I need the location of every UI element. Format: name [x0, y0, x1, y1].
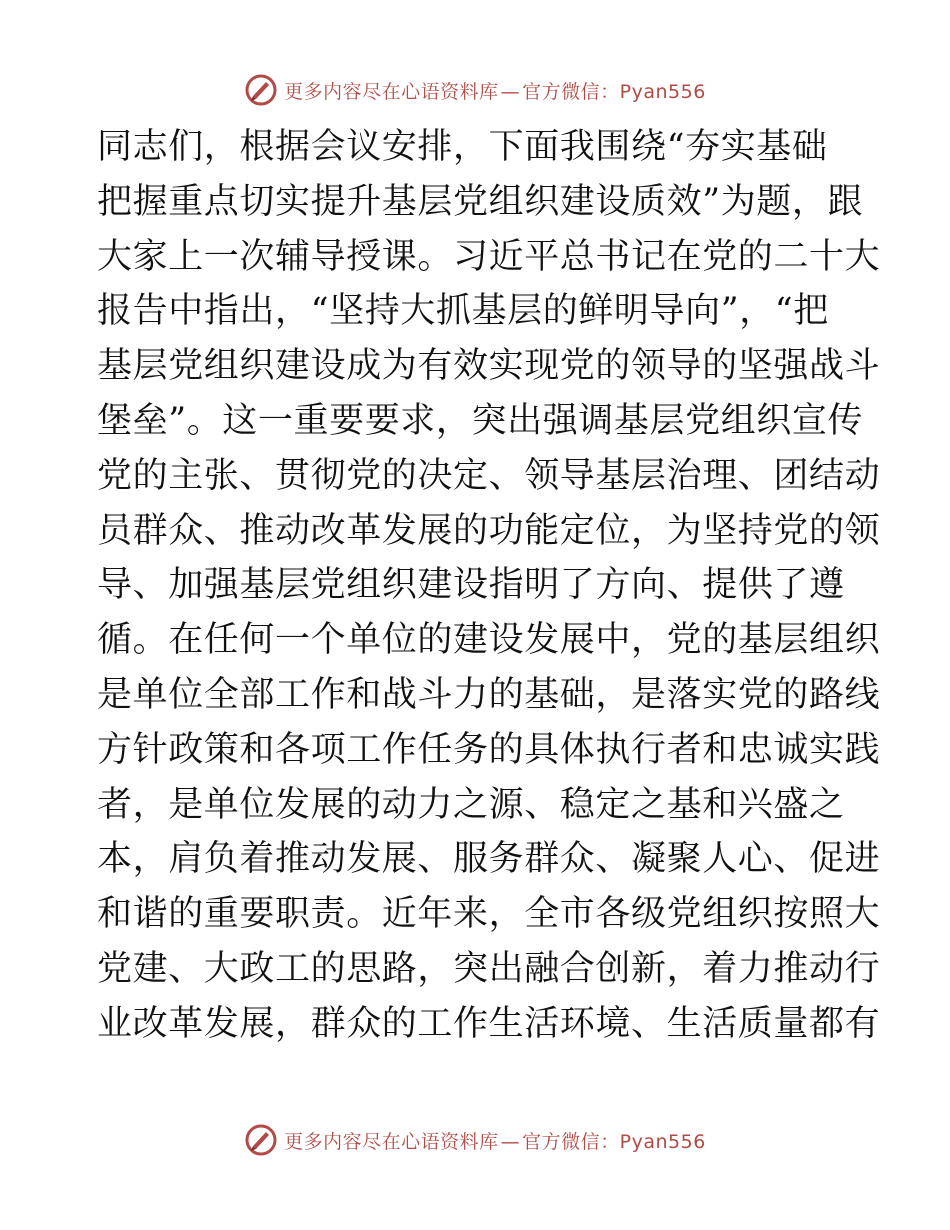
header-banner-main: 更多内容尽在心语资料库 [284, 80, 499, 103]
body-line: 导、加强基层党组织建设指明了方向、提供了遵 [97, 565, 845, 606]
body-line: 循。在任何一个单位的建设发展中，党的基层组织 [97, 620, 881, 661]
body-text [97, 120, 881, 1052]
body-line: 本，肩负着推动发展、服务群众、凝聚人心、促进 [97, 839, 881, 880]
header-banner-text [284, 77, 706, 104]
body-line: 方针政策和各项工作任务的具体执行者和忠诚实践 [97, 729, 881, 770]
header-banner [0, 70, 950, 110]
body-line: 报告中指出，“坚持大抓基层的鲜明导向”，“把 [97, 291, 829, 332]
body-line: 员群众、推动改革发展的功能定位，为坚持党的领 [97, 510, 881, 551]
body-line: 者，是单位发展的动力之源、稳定之基和兴盛之 [97, 784, 845, 825]
footer-banner [0, 1120, 950, 1160]
brush-logo-icon [244, 1123, 278, 1157]
body-line: 党建、大政工的思路，突出融合创新，着力推动行 [97, 948, 881, 989]
body-line: 业改革发展，群众的工作生活环境、生活质量都有 [97, 1003, 881, 1044]
footer-banner-dash: — [500, 1130, 521, 1153]
footer-banner-wechat: 官方微信：Pyan556 [522, 1130, 706, 1153]
body-line: 堡垒”。这一重要要求，突出强调基层党组织宣传 [97, 400, 864, 441]
footer-banner-main: 更多内容尽在心语资料库 [284, 1130, 499, 1153]
body-line: 把握重点切实提升基层党组织建设质效”为题，跟 [97, 181, 864, 222]
header-banner-dash: — [500, 80, 521, 103]
brush-logo-icon [244, 73, 278, 107]
body-line: 和谐的重要职责。近年来，全市各级党组织按照大 [97, 894, 881, 935]
body-line: 基层党组织建设成为有效实现党的领导的坚强战斗 [97, 346, 881, 387]
body-line: 大家上一次辅导授课。习近平总书记在党的二十大 [97, 236, 881, 277]
body-line: 同志们，根据会议安排，下面我围绕“夯实基础 [97, 127, 828, 167]
footer-banner-text [284, 1127, 706, 1154]
body-line: 是单位全部工作和战斗力的基础，是落实党的路线 [97, 674, 881, 715]
body-line: 党的主张、贯彻党的决定、领导基层治理、团结动 [97, 455, 881, 496]
header-banner-wechat: 官方微信：Pyan556 [522, 80, 706, 103]
